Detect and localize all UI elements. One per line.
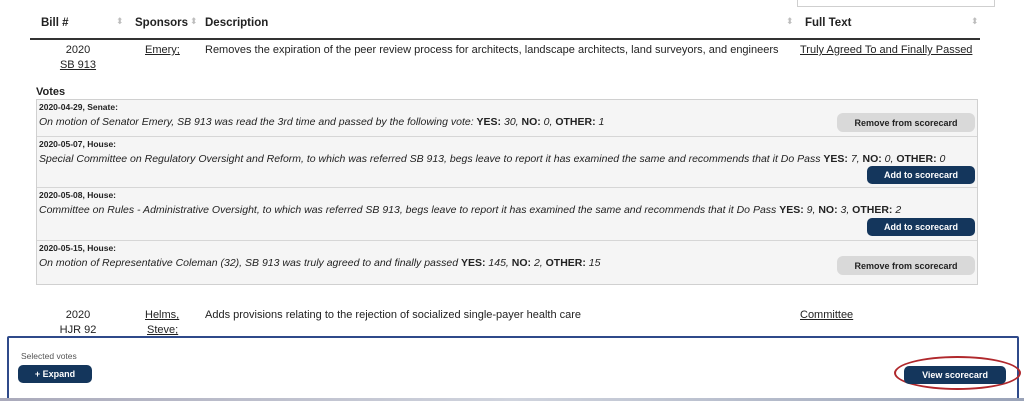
vote-description: Special Committee on Regulatory Oversight and Reform, to which was referred SB 913, begs leave to report it has examined the same and recommends that it Do Pass YES: 7, NO: 0, OTHER: 0 [39, 153, 946, 165]
vote-description: On motion of Senator Emery, SB 913 was read the 3rd time and passed by the following vote: YES: 30, NO: 0, OTHER: 1 [39, 116, 605, 128]
vote-entry [37, 241, 977, 284]
bill-description: Adds provisions relating to the rejection of socialized single-payer health care [205, 309, 582, 321]
selected-votes-label: Selected votes [21, 351, 77, 361]
vote-date-chamber: 2020-05-08, House: [39, 190, 117, 200]
add-to-scorecard-button[interactable]: Add to scorecard [867, 166, 975, 184]
view-scorecard-button[interactable]: View scorecard [904, 366, 1006, 384]
remove-from-scorecard-button[interactable]: Remove from scorecard [837, 256, 975, 275]
bill-year: 2020 [65, 309, 91, 321]
vote-entry [37, 188, 977, 241]
column-header-sponsors[interactable]: Sponsors [135, 17, 189, 29]
search-box-edge[interactable] [797, 0, 995, 7]
add-to-scorecard-button[interactable]: Add to scorecard [867, 218, 975, 236]
vote-entry [37, 137, 977, 188]
sort-icon[interactable]: ⬍ [116, 16, 124, 26]
bill-number-link[interactable]: HJR 92 [59, 324, 97, 336]
vote-entry [37, 100, 977, 137]
column-header-full-text[interactable]: Full Text [805, 17, 852, 29]
table-row [30, 309, 980, 339]
votes-heading: Votes [36, 86, 66, 98]
table-header [30, 10, 980, 40]
column-header-description[interactable]: Description [205, 17, 269, 29]
vote-date-chamber: 2020-05-07, House: [39, 139, 117, 149]
expand-button[interactable]: + Expand [18, 365, 92, 383]
sort-icon[interactable]: ⬍ [190, 16, 198, 26]
sponsor-link[interactable]: Steve; [147, 324, 179, 336]
sort-icon[interactable]: ⬍ [971, 16, 979, 26]
votes-list [36, 99, 978, 285]
bill-number-link[interactable]: SB 913 [59, 59, 97, 71]
remove-from-scorecard-button[interactable]: Remove from scorecard [837, 113, 975, 132]
sponsor-link[interactable]: Helms, [145, 309, 180, 321]
selected-votes-panel [7, 336, 1019, 400]
column-header-bill[interactable]: Bill # [41, 17, 69, 29]
bill-year: 2020 [65, 44, 91, 56]
full-text-link[interactable]: Truly Agreed To and Finally Passed [800, 44, 973, 56]
vote-description: On motion of Representative Coleman (32), SB 913 was truly agreed to and finally passed YES: 145, NO: 2, OTHER: 15 [39, 257, 601, 269]
vote-description: Committee on Rules - Administrative Oversight, to which was referred SB 913, begs leave to report it has examined the same and recommends that it Do Pass YES: 9, NO: 3, OTHER: 2 [39, 204, 902, 216]
sort-icon[interactable]: ⬍ [786, 16, 794, 26]
vote-date-chamber: 2020-05-15, House: [39, 243, 117, 253]
full-text-link[interactable]: Committee [800, 309, 854, 321]
sponsor-link[interactable]: Emery; [145, 44, 180, 56]
bill-description: Removes the expiration of the peer review process for architects, landscape architects, land surveyors, and engineers [205, 44, 779, 56]
vote-date-chamber: 2020-04-29, Senate: [39, 102, 118, 112]
table-row [30, 44, 980, 78]
